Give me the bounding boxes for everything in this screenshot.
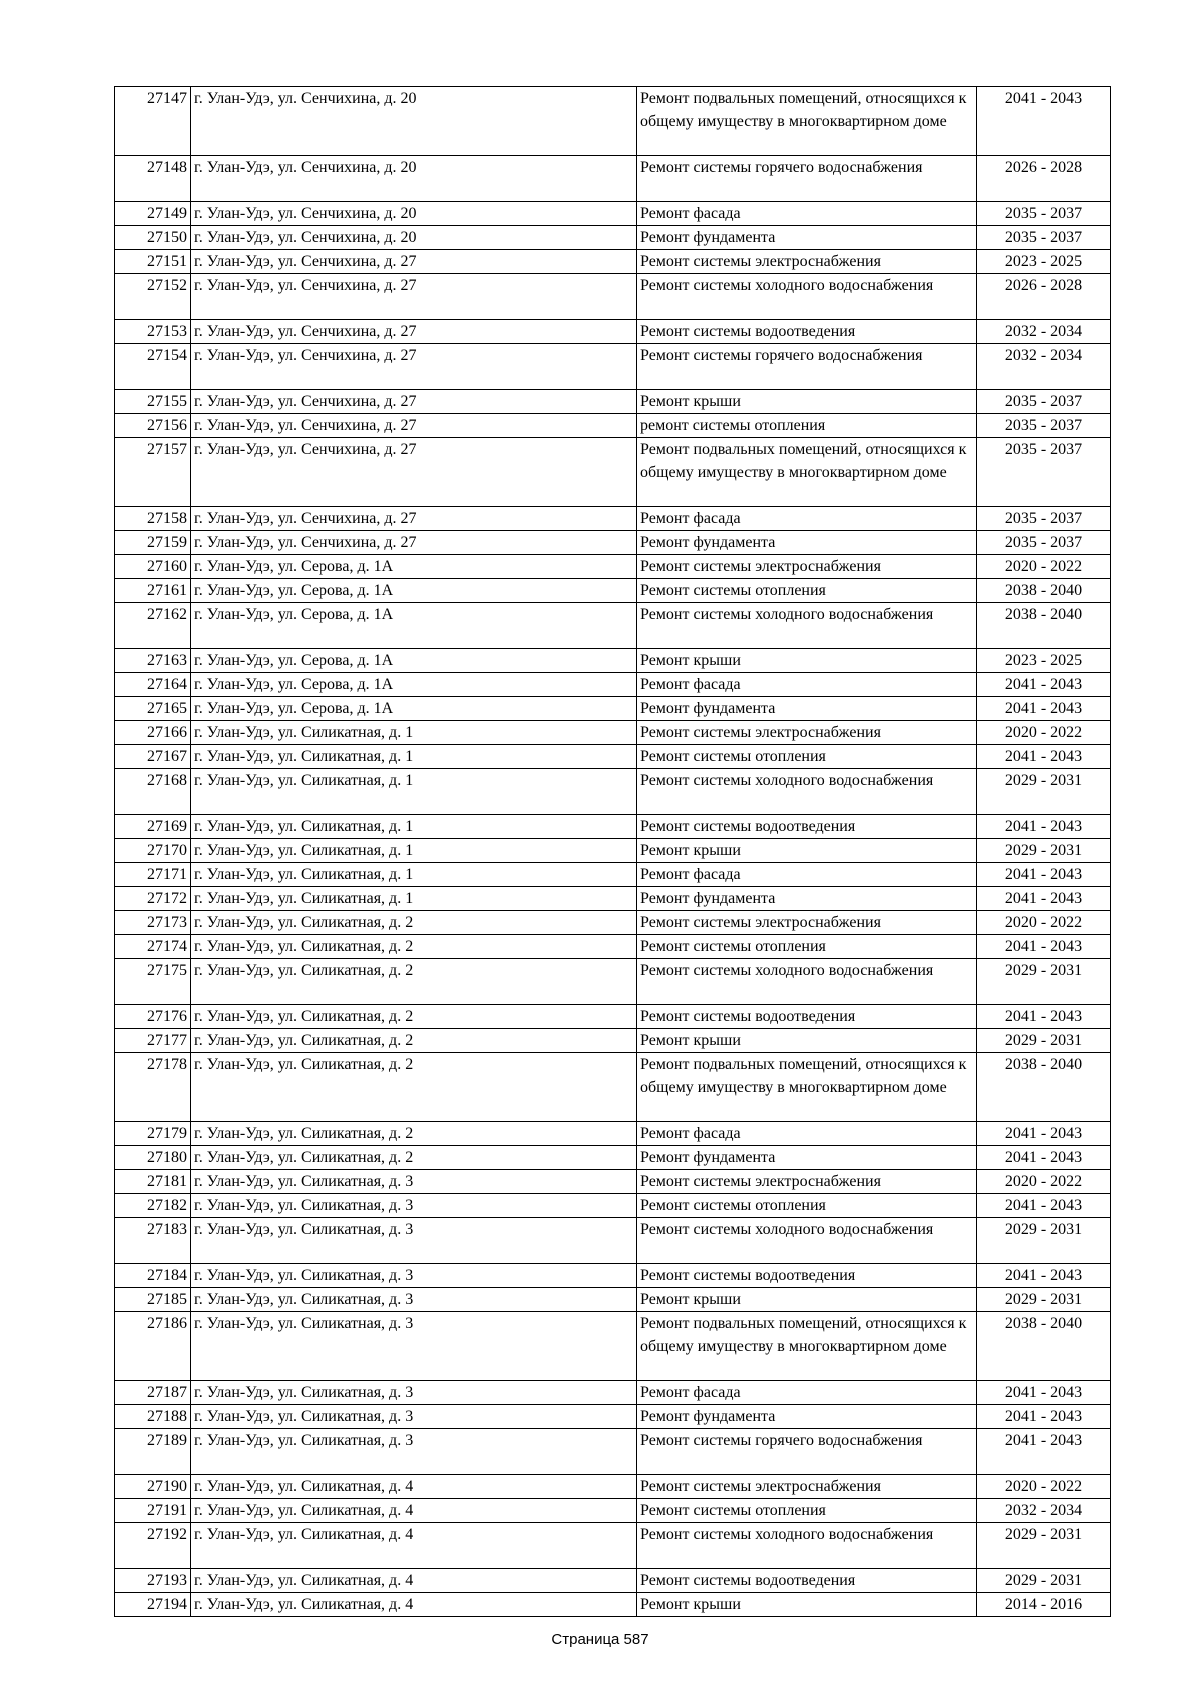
row-address: г. Улан-Удэ, ул. Серова, д. 1А [191,697,637,721]
row-period: 2041 - 2043 [977,1005,1111,1029]
row-period: 2041 - 2043 [977,1381,1111,1405]
row-period: 2041 - 2043 [977,1146,1111,1170]
row-number: 27163 [115,649,191,673]
row-work-type: Ремонт системы отопления [637,745,977,769]
row-period: 2041 - 2043 [977,815,1111,839]
row-work-type: Ремонт системы холодного водоснабжения [637,274,977,320]
row-address: г. Улан-Удэ, ул. Силикатная, д. 1 [191,839,637,863]
row-work-type: Ремонт системы водоотведения [637,1005,977,1029]
row-period: 2041 - 2043 [977,673,1111,697]
row-work-type: Ремонт системы водоотведения [637,1569,977,1593]
row-period: 2014 - 2016 [977,1593,1111,1617]
row-address: г. Улан-Удэ, ул. Силикатная, д. 1 [191,721,637,745]
table-row [115,531,1111,555]
row-period: 2023 - 2025 [977,250,1111,274]
row-address: г. Улан-Удэ, ул. Силикатная, д. 4 [191,1523,637,1569]
table-row [115,390,1111,414]
table-row [115,1429,1111,1475]
row-number: 27187 [115,1381,191,1405]
row-period: 2041 - 2043 [977,1429,1111,1475]
row-work-type: Ремонт подвальных помещений, относящихся к общему имуществу в многоквартирном доме [637,1053,977,1122]
table-row [115,226,1111,250]
row-address: г. Улан-Удэ, ул. Силикатная, д. 1 [191,863,637,887]
row-work-type: Ремонт системы холодного водоснабжения [637,769,977,815]
row-address: г. Улан-Удэ, ул. Силикатная, д. 3 [191,1264,637,1288]
table-row [115,769,1111,815]
row-work-type: Ремонт фундамента [637,697,977,721]
row-work-type: Ремонт системы электроснабжения [637,1170,977,1194]
row-number: 27147 [115,87,191,156]
row-address: г. Улан-Удэ, ул. Силикатная, д. 2 [191,911,637,935]
row-number: 27188 [115,1405,191,1429]
table-row [115,344,1111,390]
row-work-type: Ремонт крыши [637,1288,977,1312]
table-row [115,649,1111,673]
table-row [115,911,1111,935]
row-work-type: Ремонт подвальных помещений, относящихся к общему имуществу в многоквартирном доме [637,87,977,156]
row-period: 2029 - 2031 [977,1218,1111,1264]
row-address: г. Улан-Удэ, ул. Сенчихина, д. 27 [191,531,637,555]
row-period: 2026 - 2028 [977,156,1111,202]
row-work-type: Ремонт фундамента [637,531,977,555]
row-work-type: Ремонт системы электроснабжения [637,250,977,274]
row-address: г. Улан-Удэ, ул. Силикатная, д. 2 [191,1146,637,1170]
row-address: г. Улан-Удэ, ул. Силикатная, д. 2 [191,1029,637,1053]
row-work-type: Ремонт подвальных помещений, относящихся к общему имуществу в многоквартирном доме [637,438,977,507]
row-number: 27192 [115,1523,191,1569]
row-work-type: ремонт системы отопления [637,414,977,438]
row-address: г. Улан-Удэ, ул. Силикатная, д. 2 [191,935,637,959]
row-address: г. Улан-Удэ, ул. Силикатная, д. 3 [191,1405,637,1429]
row-number: 27181 [115,1170,191,1194]
row-work-type: Ремонт фундамента [637,1146,977,1170]
table-row [115,673,1111,697]
row-address: г. Улан-Удэ, ул. Силикатная, д. 4 [191,1475,637,1499]
row-address: г. Улан-Удэ, ул. Сенчихина, д. 27 [191,250,637,274]
row-address: г. Улан-Удэ, ул. Сенчихина, д. 20 [191,87,637,156]
row-work-type: Ремонт системы электроснабжения [637,721,977,745]
table-row [115,935,1111,959]
row-address: г. Улан-Удэ, ул. Сенчихина, д. 27 [191,344,637,390]
row-period: 2041 - 2043 [977,745,1111,769]
row-work-type: Ремонт фундамента [637,226,977,250]
row-address: г. Улан-Удэ, ул. Сенчихина, д. 20 [191,156,637,202]
row-number: 27171 [115,863,191,887]
row-period: 2029 - 2031 [977,959,1111,1005]
row-period: 2041 - 2043 [977,887,1111,911]
row-period: 2029 - 2031 [977,1523,1111,1569]
row-period: 2035 - 2037 [977,202,1111,226]
row-address: г. Улан-Удэ, ул. Силикатная, д. 1 [191,887,637,911]
row-period: 2032 - 2034 [977,1499,1111,1523]
row-work-type: Ремонт крыши [637,649,977,673]
row-period: 2029 - 2031 [977,839,1111,863]
row-number: 27166 [115,721,191,745]
row-number: 27165 [115,697,191,721]
row-number: 27174 [115,935,191,959]
row-work-type: Ремонт фасада [637,507,977,531]
row-period: 2035 - 2037 [977,414,1111,438]
row-address: г. Улан-Удэ, ул. Сенчихина, д. 20 [191,226,637,250]
row-work-type: Ремонт системы горячего водоснабжения [637,344,977,390]
row-address: г. Улан-Удэ, ул. Сенчихина, д. 27 [191,414,637,438]
row-work-type: Ремонт фасада [637,1122,977,1146]
row-address: г. Улан-Удэ, ул. Силикатная, д. 2 [191,1005,637,1029]
table-row [115,1170,1111,1194]
row-number: 27149 [115,202,191,226]
row-address: г. Улан-Удэ, ул. Силикатная, д. 1 [191,769,637,815]
row-period: 2020 - 2022 [977,555,1111,579]
row-period: 2038 - 2040 [977,1312,1111,1381]
row-work-type: Ремонт фасада [637,202,977,226]
table-row [115,579,1111,603]
row-number: 27172 [115,887,191,911]
table-row [115,1122,1111,1146]
table-row [115,863,1111,887]
row-address: г. Улан-Удэ, ул. Серова, д. 1А [191,579,637,603]
row-work-type: Ремонт фундамента [637,887,977,911]
row-address: г. Улан-Удэ, ул. Силикатная, д. 3 [191,1194,637,1218]
table-row [115,1146,1111,1170]
table-row [115,603,1111,649]
row-work-type: Ремонт фасада [637,1381,977,1405]
table-row [115,250,1111,274]
table-row [115,887,1111,911]
table-body [115,87,1111,1617]
row-number: 27164 [115,673,191,697]
table-row [115,1381,1111,1405]
row-period: 2041 - 2043 [977,1264,1111,1288]
row-work-type: Ремонт подвальных помещений, относящихся к общему имуществу в многоквартирном доме [637,1312,977,1381]
row-period: 2041 - 2043 [977,1405,1111,1429]
row-period: 2020 - 2022 [977,1475,1111,1499]
row-number: 27175 [115,959,191,1005]
table-row [115,839,1111,863]
row-address: г. Улан-Удэ, ул. Силикатная, д. 3 [191,1381,637,1405]
row-period: 2032 - 2034 [977,320,1111,344]
row-work-type: Ремонт системы электроснабжения [637,555,977,579]
table-row [115,1194,1111,1218]
table-row [115,1523,1111,1569]
row-work-type: Ремонт системы горячего водоснабжения [637,156,977,202]
row-period: 2029 - 2031 [977,1029,1111,1053]
row-period: 2020 - 2022 [977,721,1111,745]
row-work-type: Ремонт фасада [637,673,977,697]
row-number: 27178 [115,1053,191,1122]
row-period: 2038 - 2040 [977,603,1111,649]
row-address: г. Улан-Удэ, ул. Силикатная, д. 3 [191,1312,637,1381]
row-period: 2041 - 2043 [977,1122,1111,1146]
row-address: г. Улан-Удэ, ул. Силикатная, д. 4 [191,1569,637,1593]
row-number: 27157 [115,438,191,507]
row-period: 2038 - 2040 [977,579,1111,603]
row-address: г. Улан-Удэ, ул. Сенчихина, д. 27 [191,274,637,320]
row-address: г. Улан-Удэ, ул. Силикатная, д. 4 [191,1499,637,1523]
row-number: 27154 [115,344,191,390]
row-work-type: Ремонт системы горячего водоснабжения [637,1429,977,1475]
row-number: 27148 [115,156,191,202]
row-number: 27167 [115,745,191,769]
repair-schedule-table [114,86,1111,1617]
row-number: 27177 [115,1029,191,1053]
table-row [115,507,1111,531]
row-address: г. Улан-Удэ, ул. Силикатная, д. 3 [191,1429,637,1475]
table-row [115,815,1111,839]
row-period: 2023 - 2025 [977,649,1111,673]
row-number: 27184 [115,1264,191,1288]
table-row [115,555,1111,579]
page-number: Страница 587 [551,1631,649,1648]
row-period: 2035 - 2037 [977,531,1111,555]
table-row [115,87,1111,156]
table-row [115,959,1111,1005]
row-period: 2035 - 2037 [977,438,1111,507]
row-address: г. Улан-Удэ, ул. Силикатная, д. 2 [191,959,637,1005]
row-work-type: Ремонт фасада [637,863,977,887]
table-row [115,1593,1111,1617]
row-work-type: Ремонт крыши [637,1029,977,1053]
row-number: 27155 [115,390,191,414]
row-address: г. Улан-Удэ, ул. Силикатная, д. 3 [191,1288,637,1312]
row-work-type: Ремонт системы электроснабжения [637,911,977,935]
row-work-type: Ремонт крыши [637,390,977,414]
row-work-type: Ремонт системы холодного водоснабжения [637,1523,977,1569]
row-number: 27162 [115,603,191,649]
row-number: 27190 [115,1475,191,1499]
row-address: г. Улан-Удэ, ул. Силикатная, д. 2 [191,1053,637,1122]
table-row [115,1475,1111,1499]
table-row [115,721,1111,745]
row-number: 27161 [115,579,191,603]
row-address: г. Улан-Удэ, ул. Сенчихина, д. 27 [191,390,637,414]
row-work-type: Ремонт системы отопления [637,1499,977,1523]
row-period: 2035 - 2037 [977,390,1111,414]
row-work-type: Ремонт системы холодного водоснабжения [637,959,977,1005]
table-row [115,745,1111,769]
row-work-type: Ремонт системы холодного водоснабжения [637,603,977,649]
row-period: 2041 - 2043 [977,863,1111,887]
row-work-type: Ремонт системы водоотведения [637,815,977,839]
row-work-type: Ремонт крыши [637,839,977,863]
row-number: 27193 [115,1569,191,1593]
register-sheet [114,86,1110,1617]
table-row [115,414,1111,438]
row-number: 27180 [115,1146,191,1170]
row-work-type: Ремонт системы водоотведения [637,1264,977,1288]
row-address: г. Улан-Удэ, ул. Сенчихина, д. 27 [191,320,637,344]
row-address: г. Улан-Удэ, ул. Силикатная, д. 4 [191,1593,637,1617]
row-work-type: Ремонт системы отопления [637,579,977,603]
row-number: 27158 [115,507,191,531]
table-row [115,1288,1111,1312]
row-address: г. Улан-Удэ, ул. Сенчихина, д. 20 [191,202,637,226]
row-number: 27151 [115,250,191,274]
table-row [115,1005,1111,1029]
table-row [115,1264,1111,1288]
row-period: 2041 - 2043 [977,697,1111,721]
table-row [115,202,1111,226]
row-address: г. Улан-Удэ, ул. Серова, д. 1А [191,555,637,579]
table-row [115,1312,1111,1381]
table-row [115,1029,1111,1053]
row-number: 27160 [115,555,191,579]
row-period: 2029 - 2031 [977,1569,1111,1593]
row-work-type: Ремонт крыши [637,1593,977,1617]
row-number: 27183 [115,1218,191,1264]
row-address: г. Улан-Удэ, ул. Силикатная, д. 2 [191,1122,637,1146]
row-number: 27194 [115,1593,191,1617]
row-number: 27182 [115,1194,191,1218]
row-number: 27173 [115,911,191,935]
row-address: г. Улан-Удэ, ул. Серова, д. 1А [191,673,637,697]
row-period: 2041 - 2043 [977,87,1111,156]
row-number: 27186 [115,1312,191,1381]
table-row [115,320,1111,344]
row-work-type: Ремонт системы водоотведения [637,320,977,344]
row-period: 2038 - 2040 [977,1053,1111,1122]
table-row [115,1218,1111,1264]
row-period: 2041 - 2043 [977,935,1111,959]
row-address: г. Улан-Удэ, ул. Силикатная, д. 3 [191,1170,637,1194]
row-work-type: Ремонт фундамента [637,1405,977,1429]
row-address: г. Улан-Удэ, ул. Сенчихина, д. 27 [191,438,637,507]
row-number: 27170 [115,839,191,863]
row-address: г. Улан-Удэ, ул. Серова, д. 1А [191,603,637,649]
table-row [115,274,1111,320]
row-period: 2029 - 2031 [977,1288,1111,1312]
row-number: 27185 [115,1288,191,1312]
row-period: 2035 - 2037 [977,226,1111,250]
row-number: 27150 [115,226,191,250]
row-work-type: Ремонт системы холодного водоснабжения [637,1218,977,1264]
row-work-type: Ремонт системы электроснабжения [637,1475,977,1499]
table-row [115,1053,1111,1122]
row-number: 27176 [115,1005,191,1029]
row-period: 2026 - 2028 [977,274,1111,320]
row-number: 27153 [115,320,191,344]
row-work-type: Ремонт системы отопления [637,935,977,959]
table-row [115,1499,1111,1523]
table-row [115,1569,1111,1593]
row-period: 2035 - 2037 [977,507,1111,531]
row-address: г. Улан-Удэ, ул. Силикатная, д. 1 [191,815,637,839]
row-number: 27168 [115,769,191,815]
row-period: 2029 - 2031 [977,769,1111,815]
row-period: 2032 - 2034 [977,344,1111,390]
row-number: 27169 [115,815,191,839]
table-row [115,156,1111,202]
table-row [115,438,1111,507]
row-period: 2041 - 2043 [977,1194,1111,1218]
row-number: 27156 [115,414,191,438]
table-row [115,1405,1111,1429]
row-address: г. Улан-Удэ, ул. Сенчихина, д. 27 [191,507,637,531]
row-period: 2020 - 2022 [977,911,1111,935]
row-number: 27179 [115,1122,191,1146]
row-number: 27191 [115,1499,191,1523]
row-address: г. Улан-Удэ, ул. Силикатная, д. 1 [191,745,637,769]
row-number: 27189 [115,1429,191,1475]
row-address: г. Улан-Удэ, ул. Серова, д. 1А [191,649,637,673]
row-work-type: Ремонт системы отопления [637,1194,977,1218]
table-row [115,697,1111,721]
row-period: 2020 - 2022 [977,1170,1111,1194]
row-address: г. Улан-Удэ, ул. Силикатная, д. 3 [191,1218,637,1264]
row-number: 27159 [115,531,191,555]
row-number: 27152 [115,274,191,320]
